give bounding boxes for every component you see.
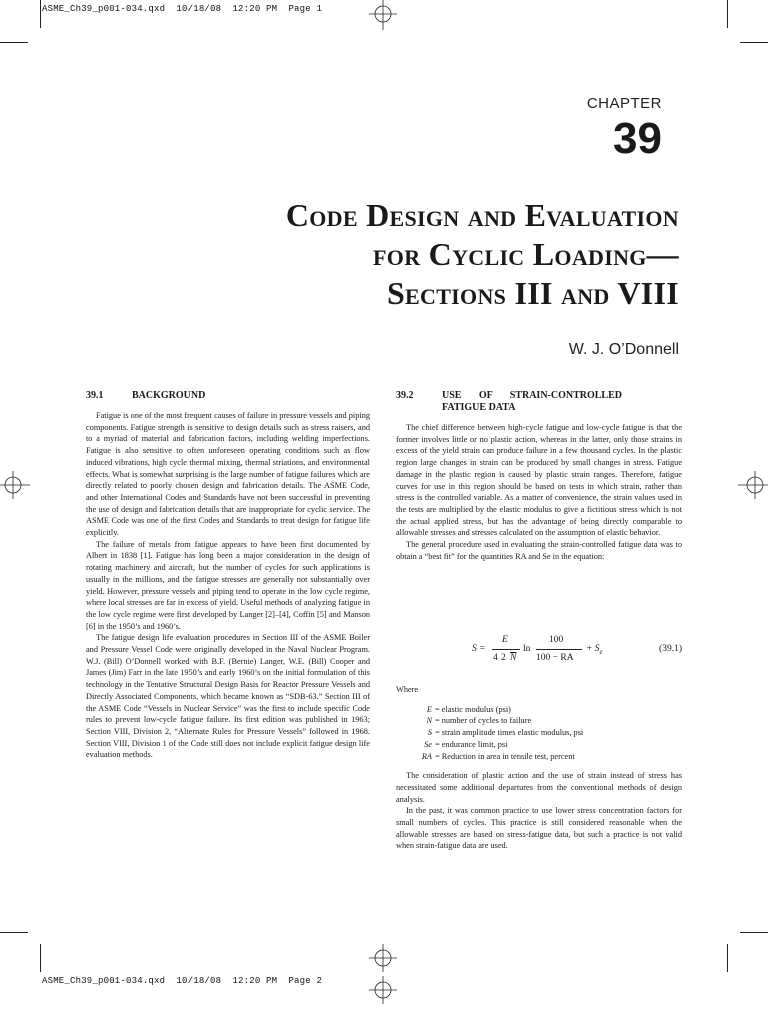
chapter-title-line: for Cyclic Loading— xyxy=(373,236,679,272)
crop-mark-bottom-left-h xyxy=(0,932,28,933)
section-heading xyxy=(86,390,370,402)
chapter-title-line: Sections III and VIII xyxy=(386,275,679,311)
equation-denominator: 2 xyxy=(501,653,506,663)
equation-numerator: E xyxy=(502,635,508,645)
crop-mark-bottom-right-v xyxy=(727,944,728,972)
crop-mark-top-right-v xyxy=(727,0,728,28)
definition-text: = endurance limit, psi xyxy=(435,739,508,749)
body-paragraph: The failure of metals from fatigue appears to have been first documented by Albert in 1838 [1]. Fatigue has long been a major consideration in the design of rotating machinery and aircraft, but the number of cycles for such applications is usually in the millions, and the fatigue stresses are generally not substantially over yield. However, pressure vessels and piping tend to operate in the low cycle regime, where local stresses are far in excess of yield. Useful methods of analyzing fatigue in the low cycle regime were first developed by Langer [2]–[4], Coffin [5] and Manson [6] in the 1950’s and 1960’s. xyxy=(86,539,370,631)
section-number: 39.1 xyxy=(86,390,104,401)
equation-denominator: 4 xyxy=(493,653,498,663)
definition-item xyxy=(396,715,682,727)
chapter-label: CHAPTER xyxy=(586,95,662,112)
equation-label: (39.1) xyxy=(659,644,682,654)
definition-list xyxy=(396,704,682,763)
body-paragraph: The general procedure used in evaluating the strain-controlled fatigue data was to obtain a “best fit” for the quantities RA and Se in the equation: xyxy=(396,540,682,561)
registration-mark-left-icon xyxy=(0,468,30,502)
section-title: BACKGROUND xyxy=(132,390,206,401)
definition-symbol: E xyxy=(426,704,432,714)
body-paragraph: In the past, it was common practice to use lower stress concentration factors for small numbers of cycles. This practice is still considered reasonable when the allowable stresses are based on stress-fatigue data, but such a practice is not valid when strain-fatigue data are used. xyxy=(396,806,682,851)
definition-item xyxy=(396,704,682,716)
definition-text: = Reduction in area in tensile test, percent xyxy=(435,751,575,761)
definition-symbol: Se xyxy=(424,739,432,749)
chapter-number: 39 xyxy=(613,114,662,163)
registration-mark-right-icon xyxy=(738,468,768,502)
crop-mark-top-left-h xyxy=(0,42,28,43)
fraction-bar xyxy=(536,649,582,650)
right-column xyxy=(396,390,682,562)
body-paragraph: The chief difference between high-cycle fatigue and low-cycle fatigue is that the former involves little or no plastic action, whereas in the latter, only those strains in excess of the yield strain can produce failure in a few thousand cycles. In the plastic region large changes in strain can be produced by small changes in stress. Fatigue damage in the plastic region is caused by plastic strain ranges. Therefore, fatigue curves for use in this region should be based on tests in which strain, rather than stress is the controlled variable. As a matter of convenience, the strain values used in the tests are multiplied by the elastic modulus to give a fictitious stress which is not the actual applied stress, but has the advantage of being directly comparable to allowable stresses and stresses calculated on the assumption of elastic behavior. xyxy=(396,423,682,538)
equation-plus-term: + S xyxy=(586,644,600,654)
equation-ln: ln xyxy=(523,644,531,654)
fraction-bar xyxy=(492,649,520,650)
equation-lhs: S = xyxy=(472,644,486,654)
equation-plus xyxy=(586,644,603,656)
equation-denominator: 100 − RA xyxy=(536,653,574,663)
chapter-title-line: Code Design and Evaluation xyxy=(285,197,679,233)
where-label: Where xyxy=(396,685,419,694)
equation-numerator: 100 xyxy=(549,635,564,645)
section-heading xyxy=(396,390,682,414)
definition-symbol: RA xyxy=(421,751,432,761)
definition-text: = number of cycles to failure xyxy=(435,716,532,726)
slug-bottom: ASME_Ch39_p001-034.qxd 10/18/08 12:20 PM Page 2 xyxy=(42,976,323,986)
crop-mark-bottom-left-v xyxy=(40,944,41,972)
section-number: 39.2 xyxy=(396,390,414,401)
chapter-title xyxy=(286,196,679,313)
registration-mark-top-icon xyxy=(366,0,400,30)
definition-text: = strain amplitude times elastic modulus, psi xyxy=(435,728,584,738)
body-paragraph: Fatigue is one of the most frequent causes of failure in pressure vessels and piping components. Fatigue strength is sensitive to design details such as stress raisers, and to a myriad of material and fabrication factors, including welding imperfections. Fatigue is also sensitive to often unforeseen operating conditions such as flow induced vibrations, high cycle thermal mixing, thermal striations, and environmental effects. What is somewhat surprising is the large number of fatigue failures which are directly related to poorly chosen design and fabrication details. The ASME Code, and other International Codes and Standards have not been successful in preventing the use of design and fabrication details that are inappropriate for cyclic service. The ASME Code was one of the first Codes and Standards to treat design for fatigue life explicitly. xyxy=(86,411,370,538)
definition-item xyxy=(396,739,682,751)
equation-denominator-n: $\overline{N}$ xyxy=(510,653,517,663)
definition-symbol: S xyxy=(427,728,432,738)
definition-symbol: N xyxy=(426,716,432,726)
equation-39-1 xyxy=(396,632,682,672)
right-column-continued xyxy=(396,684,682,852)
crop-mark-top-right-h xyxy=(740,42,768,43)
definition-item xyxy=(396,727,682,739)
slug-top: ASME_Ch39_p001-034.qxd 10/18/08 12:20 PM Page 1 xyxy=(42,4,323,14)
registration-mark-bottom-icon xyxy=(366,944,400,1024)
body-paragraph: The consideration of plastic action and the use of strain instead of stress has necessitated some additional departures from the conventional methods of design analysis. xyxy=(396,771,682,804)
crop-mark-bottom-right-h xyxy=(740,932,768,933)
left-column xyxy=(86,390,370,761)
body-paragraph: The fatigue design life evaluation procedures in Section III of the ASME Boiler and Pressure Vessel Code were originally developed in the Naval Nuclear Program. W.J. (Bill) O’Donnell worked with B.F. (Bernie) Langer, W.E. (Bill) Cooper and James (Jim) Farr in the late 1950’s and early 1960’s on the initial formulation of this technology in the Tentative Structural Design Basis for Reactor Pressure Vessels and Directly Associated Components, which became known as “SDB-63.” Section III of the ASME Code “Vessels in Nuclear Service” was the first to include specific Code rules to prevent low-cycle fatigue failure. Its first edition was published in 1963; Section VIII, Division 2, “Alternate Rules for Pressure Vessels” followed in 1968. Section VIII, Division 1 of the Code still does not include explicit fatigue design life evaluation methods. xyxy=(86,633,370,760)
section-title: USE OF STRAIN-CONTROLLED FATIGUE DATA xyxy=(442,390,622,413)
equation-subscript: e xyxy=(599,647,603,656)
crop-mark-top-left-v xyxy=(40,0,41,28)
definition-text: = elastic modulus (psi) xyxy=(435,704,511,714)
author-name: W. J. O’Donnell xyxy=(568,341,679,358)
definition-item xyxy=(396,751,682,763)
